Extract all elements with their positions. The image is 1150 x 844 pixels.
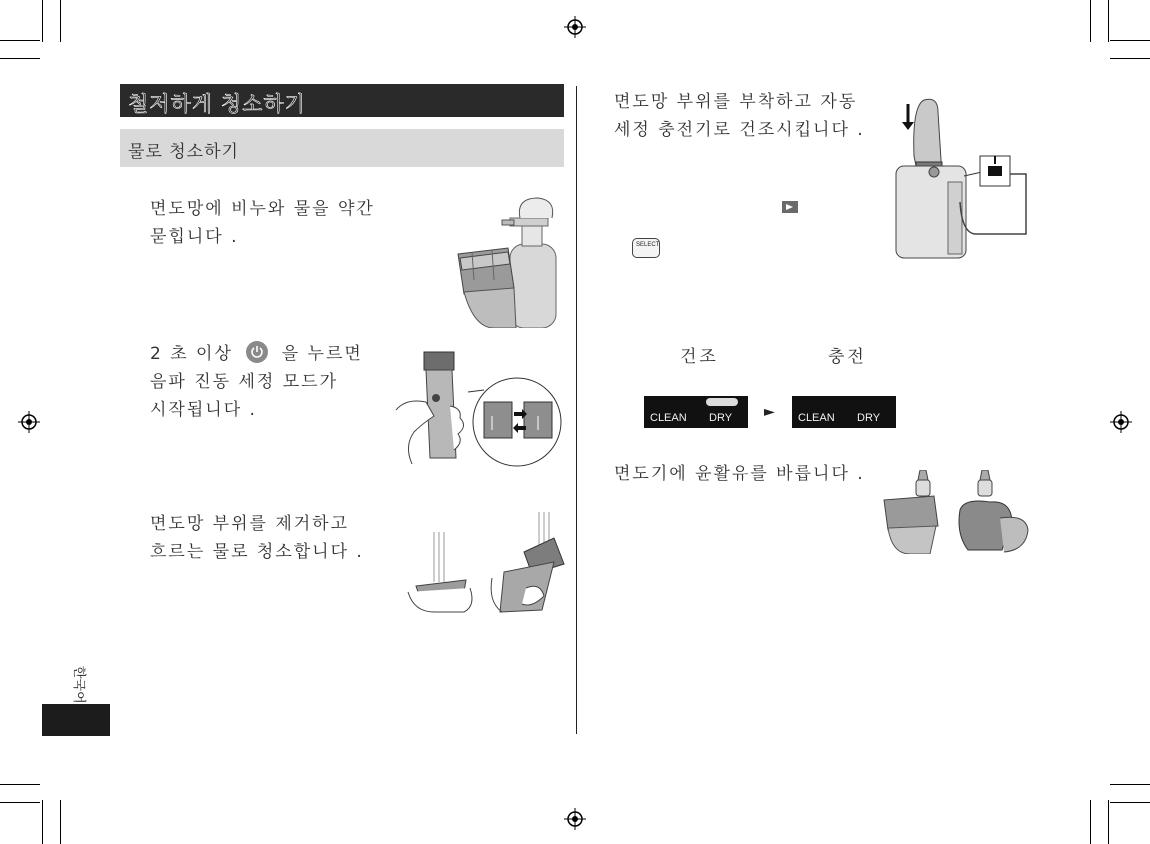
crop-mark [1108, 800, 1109, 844]
lcd-dry-indicator [706, 398, 738, 406]
crop-mark [42, 0, 43, 42]
language-tab-marker [42, 704, 110, 736]
charging-stand-illustration [892, 92, 1038, 260]
lcd-clean-label: CLEAN [650, 412, 687, 424]
select-button-icon [632, 238, 660, 258]
sonic-mode-illustration [392, 346, 562, 470]
crop-mark [1110, 802, 1150, 803]
section-title: 철저하게 청소하기 [128, 92, 306, 116]
crop-mark [42, 800, 43, 844]
lcd-panel-charge [792, 396, 896, 428]
select-button-label: SELECT [636, 242, 660, 248]
crop-mark [0, 40, 40, 41]
crop-mark [1090, 0, 1091, 42]
step-2-line1-b: 을 누르면 [281, 344, 363, 364]
step-4-text: 면도망 부위를 부착하고 자동 세정 충전기로 건조시킵니다 . [614, 92, 865, 140]
column-divider [576, 86, 577, 734]
step-3-text: 면도망 부위를 제거하고 흐르는 물로 청소합니다 . [150, 514, 364, 562]
registration-mark-icon [564, 808, 586, 830]
crop-mark [0, 802, 40, 803]
rinse-illustration [404, 512, 574, 614]
arrow-icon: ► [764, 404, 775, 420]
oiling-illustration [880, 470, 1030, 554]
registration-mark-icon [1110, 411, 1132, 433]
charge-status-label: 충전 [828, 347, 867, 367]
crop-mark [0, 58, 40, 59]
lcd-dry-label: DRY [857, 412, 881, 424]
language-tab-label: 한국어 [71, 666, 86, 704]
crop-mark [1110, 58, 1150, 59]
step-2-continued: 음파 진동 세정 모드가 시작됩니다 . [150, 372, 339, 420]
power-button-icon [246, 341, 268, 363]
crop-mark [1110, 784, 1150, 785]
lcd-dry-label: DRY [709, 412, 733, 424]
crop-mark [1108, 0, 1109, 42]
lcd-clean-label: CLEAN [798, 412, 835, 424]
step-2-text [150, 340, 363, 368]
crop-mark [60, 800, 61, 844]
crop-mark [1110, 40, 1150, 41]
lcd-panel-dry [644, 396, 748, 428]
step-1-text: 면도망에 비누와 물을 약간 묻힙니다 . [150, 199, 375, 247]
dry-status-label: 건조 [680, 347, 719, 367]
registration-mark-icon [564, 16, 586, 38]
step-5-text: 면도기에 윤활유를 바릅니다 . [614, 464, 865, 484]
subsection-title: 물로 청소하기 [128, 142, 239, 162]
registration-mark-icon [18, 411, 40, 433]
crop-mark [60, 0, 61, 42]
charge-indicator-icon [782, 201, 798, 213]
step-2-line1-a: 2 초 이상 [150, 344, 233, 364]
crop-mark [0, 784, 40, 785]
crop-mark [1090, 800, 1091, 844]
soap-application-illustration [430, 192, 558, 328]
